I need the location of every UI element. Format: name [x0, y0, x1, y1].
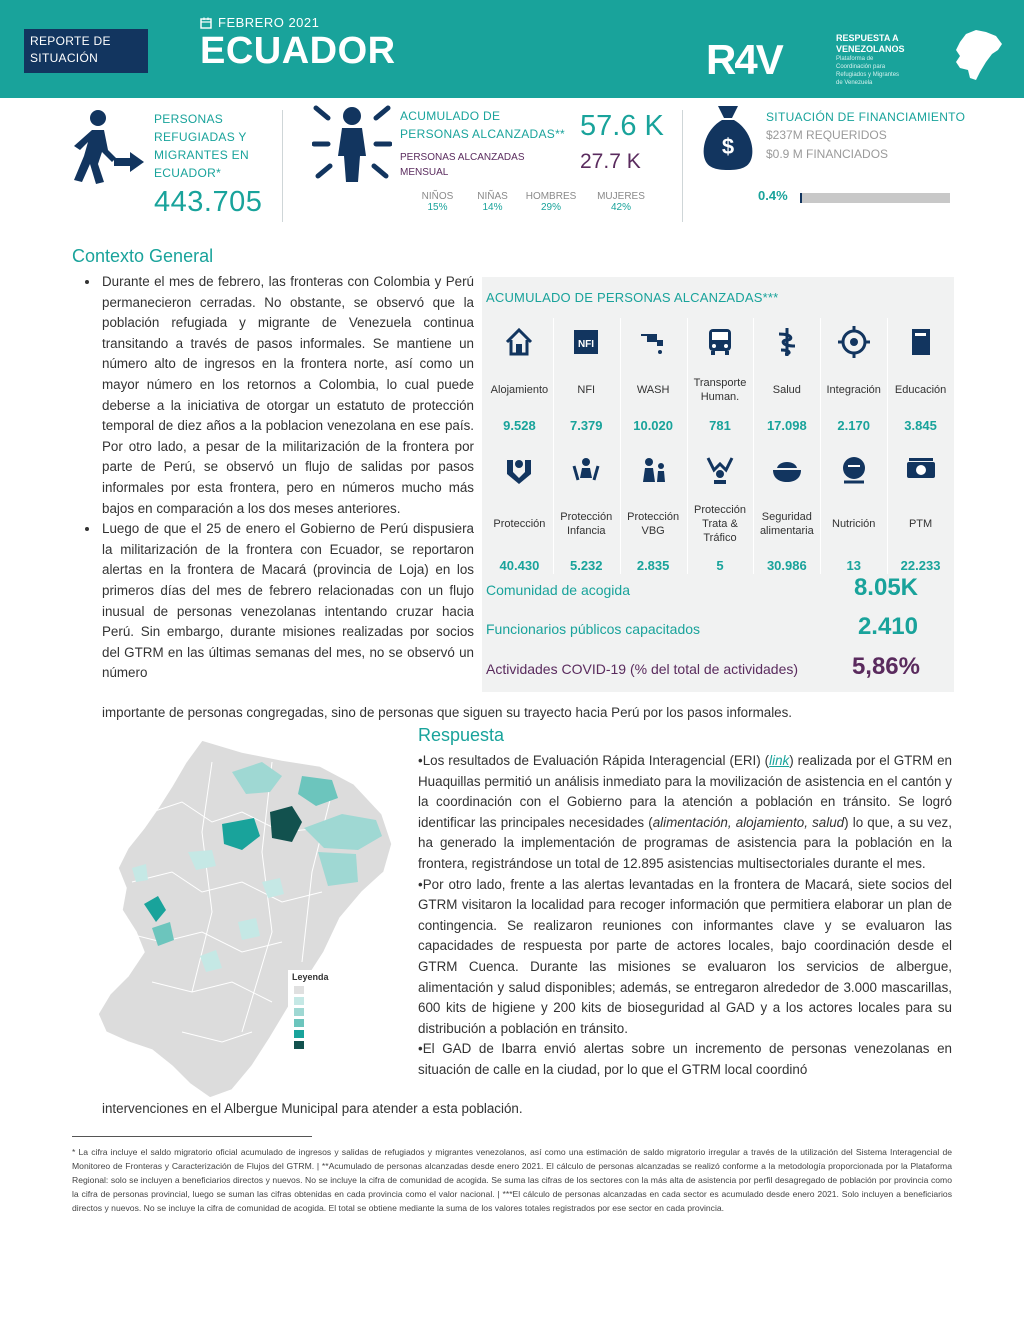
legend-title: Leyenda: [292, 972, 329, 982]
nfi-icon: [570, 326, 602, 358]
tap-icon: [637, 326, 669, 358]
sector-name: Protección VBG: [627, 511, 680, 537]
kpi-label: Actividades COVID-19 (% del total de actividades): [486, 661, 799, 677]
funding-required: $237M REQUERIDOS: [766, 128, 887, 142]
nutrition-icon: [838, 454, 870, 486]
context-title: Contexto General: [72, 246, 214, 266]
sector-name: Nutrición: [832, 518, 876, 530]
bus-icon: [704, 326, 736, 358]
response-bullet: •Por otro lado, frente a las alertas levantadas en la frontera de Macará, siete socios del GTRM visitaron la localidad para recoger información que permitiera elaborar un plan de contingencia. Se realizaron reuniones con informantes clave y se evaluaron las capacidades de respuesta por parte de actores locales, bajo coordinación desde el GTRM Cuenca. Durante las misiones se evaluaron los servicios de albergue, alimentación y salud disponibles; además, se entregaron alrededor de 3.000 mascarillas, 600 kits de higiene y 200 kits de bioseguridad al GAD y a los actores locales para su distribución a población en tránsito.: [418, 876, 952, 1036]
context-paragraph-continued: importante de personas congregadas, sino de personas que siguen su trayecto hacia Perú por los pasos informales.: [102, 705, 793, 720]
sectors-title: ACUMULADO DE PERSONAS ALCANZADAS***: [486, 290, 779, 305]
funding-progress-bar: [800, 193, 950, 203]
kpi-label: Comunidad de acogida: [486, 582, 630, 598]
sector-cell: [687, 322, 754, 433]
context-text: [72, 272, 474, 684]
reached-value: 57.6 K: [580, 110, 664, 142]
sector-value: 10.020: [633, 418, 673, 433]
sector-name: Salud: [772, 384, 801, 396]
r4v-logo: R4V: [706, 36, 782, 83]
report-badge: REPORTE DE SITUACIÓN: [24, 29, 148, 73]
trafficking-icon: [704, 454, 736, 486]
footnote: * La cifra incluye el saldo migratorio oficial acumulado de ingresos y salidas de refugiados y migrantes venezolanos, así como una estimación de saldo migratorio irregular a través de la utilización del Sistema Interagencial de Monitoreo de Fronteras y Caracterización de Flujos del GTRM. | **Acumulado de personas alcanzadas desde enero 2021. El cálculo de personas alcanzadas se realizó conforme a la metodología proporcionada por la Plataforma Regional: solo se incluyen a beneficiarios directos y nuevos. No se incluye la cifra de comunidad de acogida. Se suma las cifras de los sectores con la más alta de asistencia por perfil desagregado de población por provincia como la cifra de personas provincial, luego se suman las cifras obtenidas en cada provincia como el valor nacional. | ***El cálculo de personas alcanzadas en cada sector es acumulado desde enero 2021. Solo incluyen a beneficiarios directos y nuevos. No se incluye la cifra de comunidad de acogida. El total se obtiene mediante la suma de los valores totales registrados por ese sector en cada provincia.: [72, 1147, 952, 1213]
sector-name: Seguridad alimentaria: [759, 511, 814, 537]
kpi-value: 8.05K: [853, 574, 918, 601]
response-text-segment: ) lo que, a su vez, ha generado la implementación de programas de asistencia para la población en la frontera, registrándose un total de 12.895 asistencias multisectoriales durante el mes.: [418, 814, 952, 871]
sector-value: 13: [846, 558, 861, 573]
sector-cell: [887, 450, 954, 573]
kpi-label: Funcionarios públicos capacitados: [486, 621, 701, 637]
food-icon: [771, 454, 803, 486]
sectors-grid: [486, 318, 954, 574]
sector-name: PTM: [908, 518, 933, 530]
response-text-segment: El GAD de Ibarra envió alertas sobre un incremento de personas venezolanas en situación de calle en la ciudad, por lo que el GTRM local coordinó: [418, 1041, 952, 1077]
sector-cell: [687, 450, 754, 573]
kpi-value: 5,86%: [851, 653, 920, 680]
ecuador-cantons-map: [92, 732, 410, 1104]
demo-value: 29%: [540, 202, 561, 213]
sector-value: 7.379: [569, 418, 603, 433]
sector-cell: [620, 322, 687, 433]
sector-name: NFI: [577, 384, 596, 396]
date-text: FEBRERO 2021: [218, 15, 320, 30]
monthly-value: 27.7 K: [580, 150, 641, 173]
svg-text:$: $: [721, 134, 735, 159]
demo-label: NIÑAS: [477, 191, 508, 202]
legend-swatch: [294, 1008, 304, 1016]
sector-value: 40.430: [499, 558, 540, 573]
sector-value: 30.986: [766, 558, 807, 573]
health-icon: [771, 326, 803, 358]
response-text: [418, 751, 952, 1081]
sector-value: 781: [709, 418, 731, 433]
legend-swatch: [294, 986, 304, 994]
context-paragraph: • Luego de que el 25 de enero el Gobierno de Perú dispusiera la militarización de la frontera con Ecuador, se reportaron alertas en la frontera de Macará (provincia de Loja) en los primeros días del mes de febrero relacionadas con un flujo inusual de personas venezolanas intentando cruzar hacia Perú. Sin embargo, durante misiones realizadas por socios del GTRM en las últimas semanas del mes, no se observó un número: [100, 519, 474, 684]
refugees-value: 443.705: [154, 186, 263, 218]
walking-person-arrow-icon: [68, 108, 146, 186]
sector-cell: [553, 450, 620, 573]
demo-value: 15%: [427, 202, 448, 213]
sector-name: Protección: [493, 518, 546, 530]
sector-cell: [820, 450, 887, 573]
legend-swatch: [294, 1041, 304, 1049]
sector-cell: [486, 450, 553, 573]
reached-label: ACUMULADO DE PERSONAS ALCANZADAS**: [400, 109, 566, 141]
sector-cell: [753, 450, 820, 573]
sector-name: Protección Infancia: [560, 511, 613, 537]
ecuador-silhouette-icon: [952, 28, 1004, 82]
sector-name: Protección Trata & Tráfico: [693, 504, 746, 544]
sector-value: 2.835: [636, 558, 670, 573]
demo-label: MUJERES: [597, 191, 645, 202]
sector-value: 3.845: [904, 418, 937, 433]
money-bag-icon: [702, 104, 754, 172]
sector-name: Alojamiento: [490, 384, 549, 396]
sector-value: 22.233: [900, 558, 941, 573]
legend-swatch: [294, 1019, 304, 1027]
response-title: Respuesta: [418, 725, 505, 745]
map-legend: [288, 970, 358, 1058]
r4v-logo-subtitle: Plataforma de Coordinación para Refugiados y Migrantes de Venezuela: [836, 56, 900, 86]
demo-value: 14%: [482, 202, 503, 213]
sector-name: Educación: [894, 384, 947, 396]
sector-value: 9.528: [503, 418, 536, 433]
refugees-label: PERSONAS REFUGIADAS Y MIGRANTES EN ECUADOR*: [154, 112, 249, 180]
funding-label: SITUACIÓN DE FINANCIAMIENTO: [766, 110, 966, 124]
integration-icon: [838, 326, 870, 358]
sector-cell: [486, 322, 553, 433]
demo-label: HOMBRES: [525, 191, 577, 202]
sector-value: 2.170: [837, 418, 870, 433]
demographics: [410, 191, 650, 223]
context-paragraph: • Durante el mes de febrero, las fronteras con Colombia y Perú permanecieron cerradas. No obstante, se observó que la población refugiada y migrante de Venezuela continua transitando a través de pasos informales. Se mantiene un número alto de ingresos en la frontera norte, así como un mayor número en los retornos a Colombia, lo cual puede deberse a la iniciativa de otorgar un estatuto de protección temporal de diez años a la poblacion venezolana en ese país. Por otro lado, a pesar de la militarización de la frontera por parte de Perú, se observó un flujo de salidas por pasos informales por esta frontera, pero en números mucho más bajos en comparación a los dos meses anteriores.: [100, 272, 474, 519]
sector-name: WASH: [636, 384, 670, 396]
monthly-label: PERSONAS ALCANZADAS MENSUAL: [400, 152, 525, 178]
demo-value: 42%: [610, 202, 631, 213]
response-text-segment: alimentación, alojamiento, salud: [652, 814, 845, 830]
response-text-segment: ) realizada por el GTRM en Huaquillas permitió un análisis inmediato para la movilización de asistencia en el cantón y la coordinación con el Gobierno para la atención a población en tránsito. Se logró identificar las principales necesidades (: [418, 753, 952, 830]
response-bullet: •El GAD de Ibarra envió alertas sobre un incremento de personas venezolanas en situación de calle en la ciudad, por lo que el GTRM local coordinó: [418, 1041, 952, 1077]
divider: [682, 110, 683, 222]
sector-cell: [820, 322, 887, 433]
sector-value: 17.098: [766, 418, 807, 433]
sector-name: Integración: [826, 384, 881, 396]
eri-link[interactable]: link: [769, 753, 790, 768]
legend-swatch: [294, 997, 304, 1005]
report-date: [200, 15, 319, 30]
country-title: ECUADOR: [200, 30, 396, 72]
response-paragraph-continued: intervenciones en el Albergue Municipal para atender a esta población.: [102, 1101, 523, 1116]
child-protection-icon: [570, 454, 602, 486]
sector-value: 5: [716, 558, 724, 573]
sector-cell: [620, 450, 687, 573]
sector-cell: [553, 322, 620, 433]
legend-swatch: [294, 1030, 304, 1038]
funding-funded: $0.9 M FINANCIADOS: [766, 147, 889, 161]
cash-icon: [905, 454, 937, 486]
house-icon: [503, 326, 535, 358]
kpi-value: 2.410: [857, 613, 918, 640]
sector-cell: [753, 322, 820, 433]
sector-value: 5.232: [569, 558, 603, 573]
response-text-segment: Por otro lado, frente a las alertas levantadas en la frontera de Macará, siete socios del GTRM visitaron la localidad para recoger información que permitiera elaborar un plan de contingencia. Se realizaron reuniones con informantes clave y se evaluaron las capacidades de respuesta por parte de actores locales, bajo coordinación desde el GTRM Cuenca. Durante las misiones se evaluaron los servicios de albergue, alimentación y salud disponibles; además, se entregaron alrededor de 3.000 mascarillas, 600 kits de higiene y 200 kits de bioseguridad al GAD y a los actores locales para su distribución a población en tránsito.: [418, 876, 952, 1036]
calendar-icon: [200, 17, 212, 29]
svg-text:NFI: NFI: [578, 339, 595, 350]
r4v-logo-title: RESPUESTA A VENEZOLANOS: [836, 33, 905, 54]
response-bullet: •Los resultados de Evaluación Rápida Interagencial (ERI) (link) realizada por el GTRM en Huaquillas permitió un análisis inmediato para la movilización de asistencia en el cantón y la coordinación con el Gobierno para la atención a población en tránsito. Se logró identificar las principales necesidades (alimentación, alojamiento, salud) lo que, a su vez, ha generado la implementación de programas de asistencia para la población en la frontera, registrándose un total de 12.895 asistencias multisectoriales durante el mes.: [418, 753, 952, 871]
response-text-segment: Los resultados de Evaluación Rápida Interagencial (ERI) (: [422, 753, 770, 768]
footnote-divider: [72, 1136, 312, 1137]
demo-label: NIÑOS: [421, 191, 454, 202]
gbv-icon: [637, 454, 669, 486]
sector-name: Transporte Human.: [693, 377, 747, 403]
book-icon: [905, 326, 937, 358]
protection-icon: [503, 454, 535, 486]
sector-cell: [887, 322, 954, 433]
funding-progress-fill: [800, 193, 802, 203]
people-reached-icon: [312, 104, 392, 184]
divider: [282, 110, 283, 222]
funding-percent: 0.4%: [758, 188, 788, 203]
